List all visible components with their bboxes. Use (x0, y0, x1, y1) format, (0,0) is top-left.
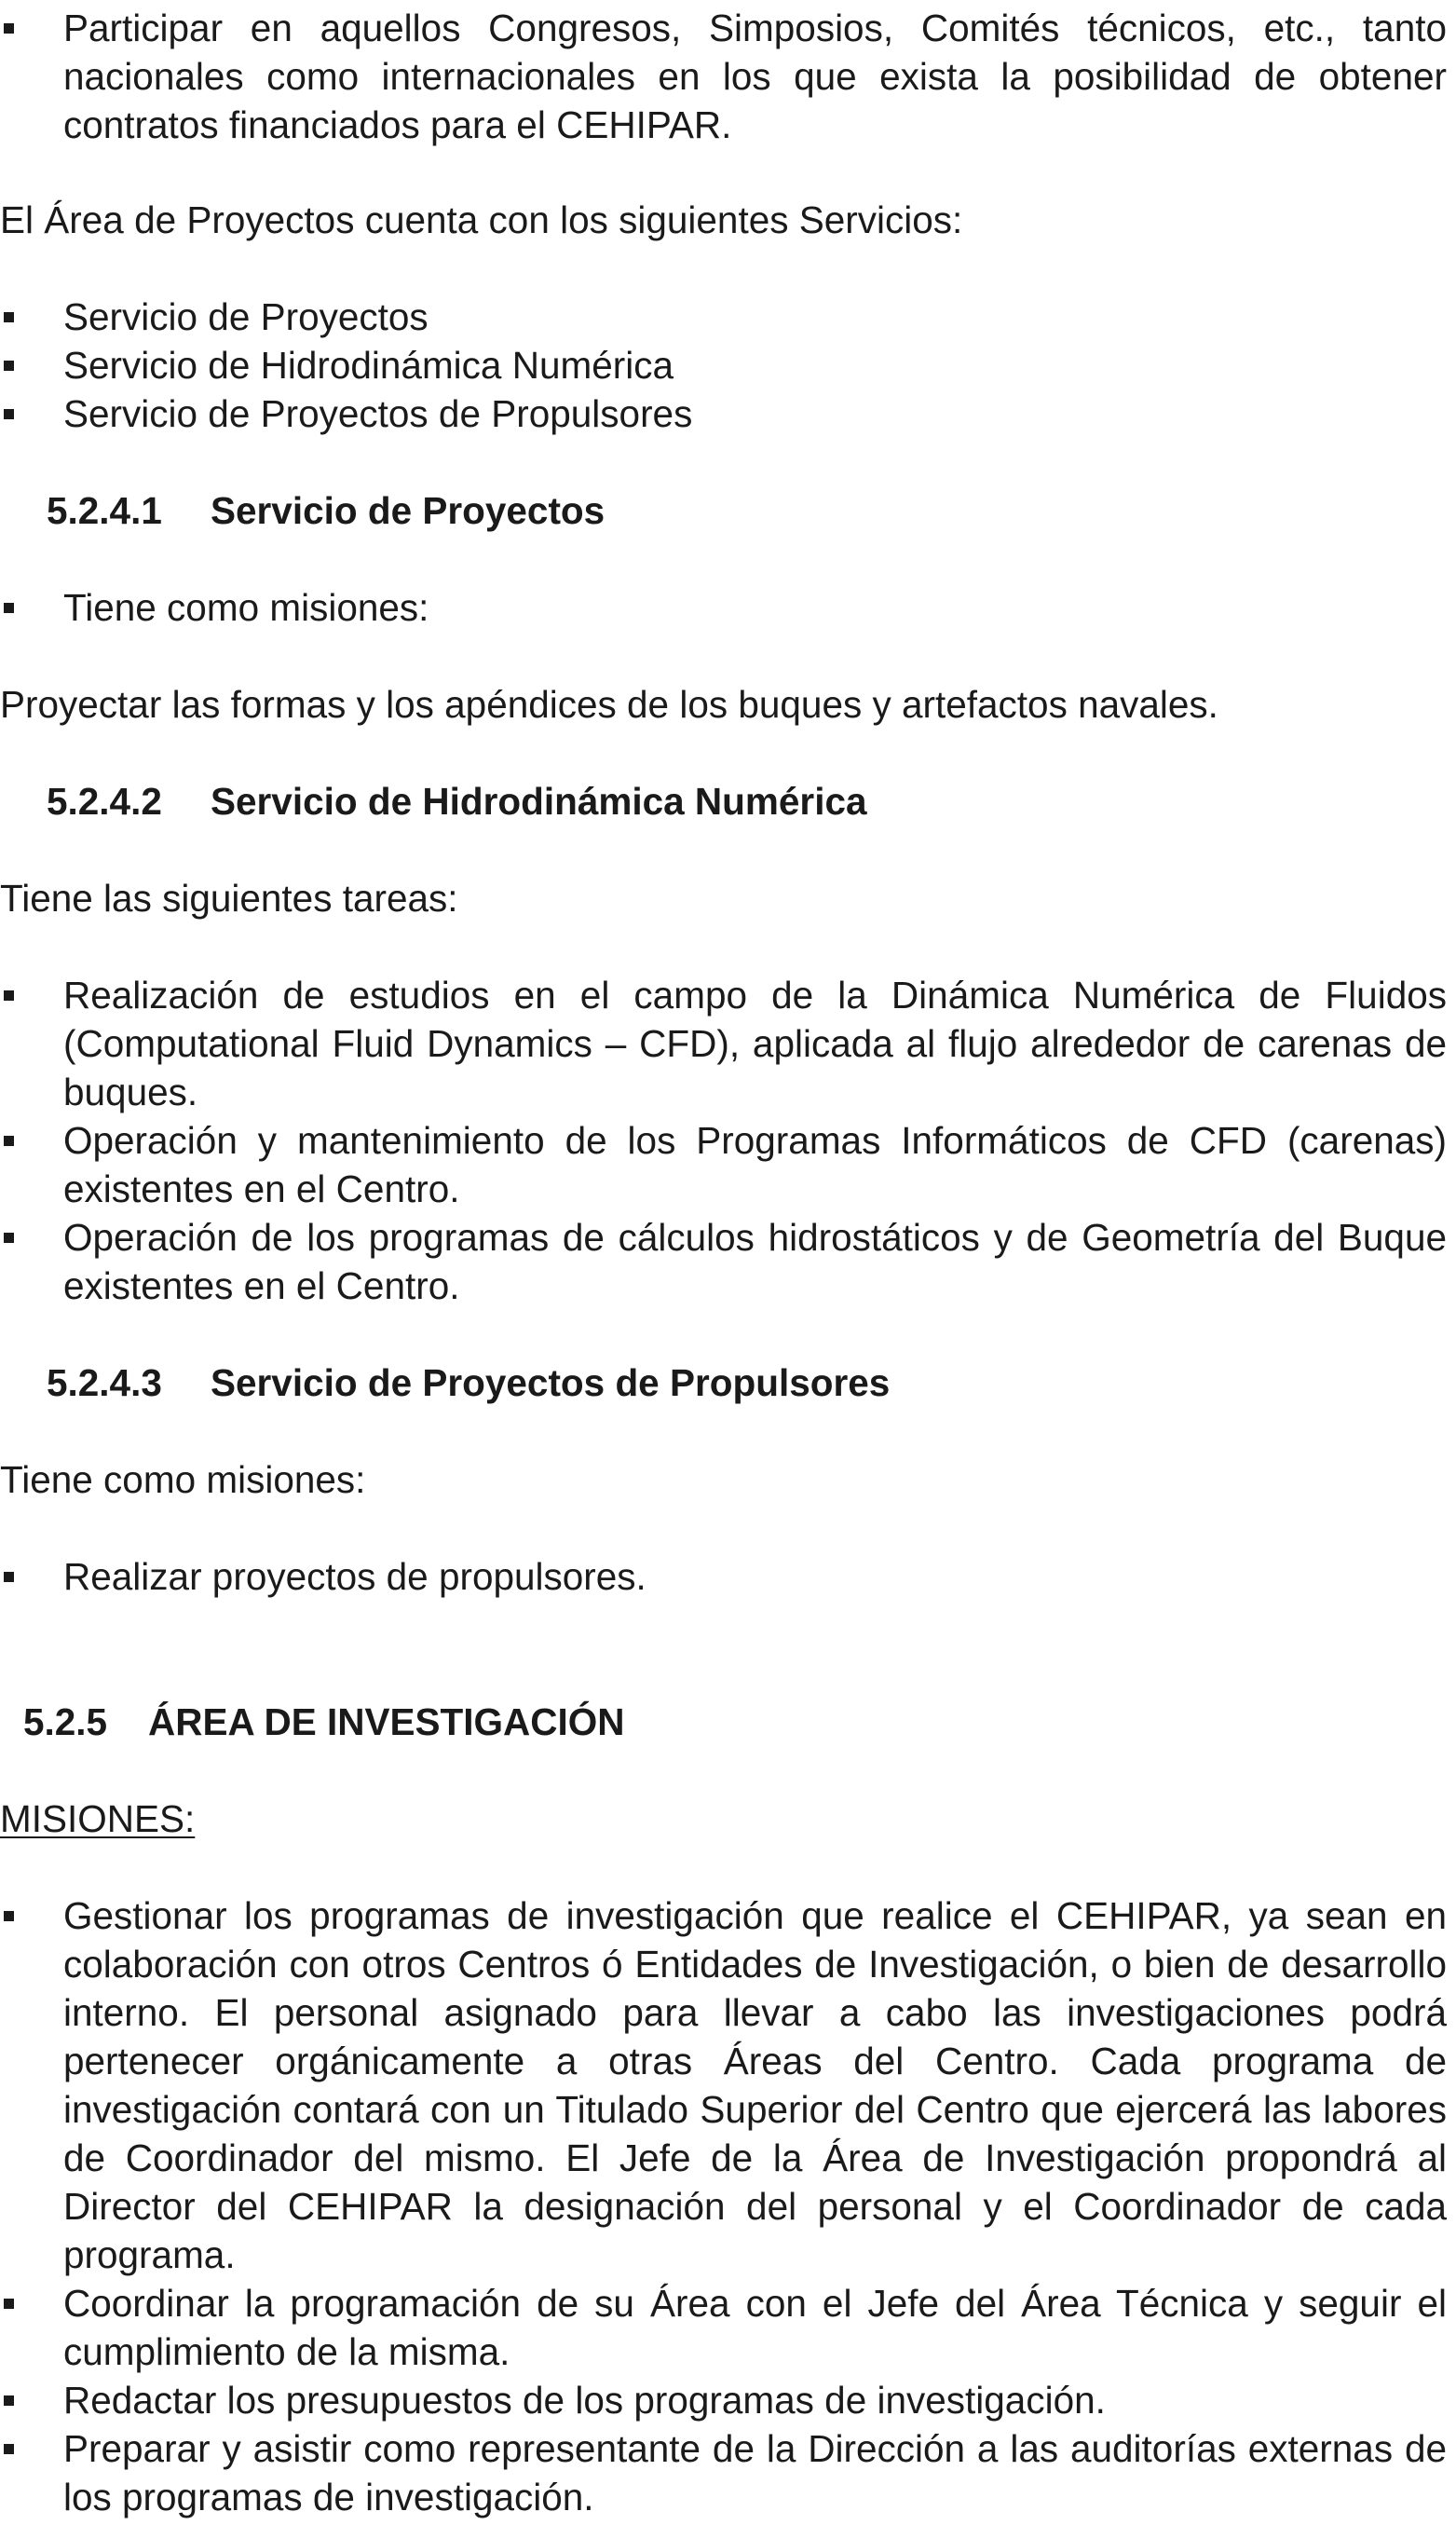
intro-list (0, 4, 1456, 149)
list-item-text: Coordinar la programación de su Área con el Jefe del Área Técnica y seguir el cumplimiento de la misma. (63, 2282, 1447, 2373)
list-item-text: Tiene como misiones: (63, 586, 429, 629)
s5242-intro: Tiene las siguientes tareas: (0, 877, 458, 920)
list-item-text: Operación de los programas de cálculos hidrostáticos y de Geometría del Buque existentes en el Centro. (63, 1216, 1447, 1307)
services-intro-block (0, 196, 1456, 244)
square-bullet-icon (4, 1911, 14, 1921)
s525-list-block (0, 1891, 1456, 2521)
list-item-text: Redactar los presupuestos de los programas de investigación. (63, 2379, 1106, 2422)
list-item (0, 1891, 1447, 2279)
s5242-list-block (0, 971, 1456, 1310)
s525-label-block (0, 1795, 1456, 1843)
s5242-list (0, 971, 1456, 1310)
square-bullet-icon (4, 361, 14, 371)
section-title: Servicio de Proyectos de Propulsores (211, 1361, 891, 1404)
section-title: ÁREA DE INVESTIGACIÓN (148, 1700, 625, 1743)
section-heading-5242 (0, 777, 1456, 826)
list-item-text: Gestionar los programas de investigación que realice el CEHIPAR, ya sean en colaboración con otros Centros ó Entidades de Investigación, o bien de desarrollo interno. El personal asignado para llevar a cabo las investigaciones podrá pertenecer orgánicamente a otras Áreas del Centro. Cada programa de investigación contará con un Titulado Superior del Centro que ejercerá las labores de Coordinador del mismo. El Jefe de la Área de Investigación propondrá al Director del CEHIPAR la designación del personal y el Coordinador de cada programa. (63, 1894, 1447, 2276)
section-number: 5.2.5 (23, 1700, 108, 1743)
section-number: 5.2.4.3 (47, 1361, 162, 1404)
list-item-text: Servicio de Proyectos (63, 295, 429, 338)
s5241-text: Proyectar las formas y los apéndices de los buques y artefactos navales. (0, 683, 1218, 726)
square-bullet-icon (4, 1572, 14, 1582)
s5242-intro-block (0, 874, 1456, 922)
square-bullet-icon (4, 2444, 14, 2454)
square-bullet-icon (4, 2395, 14, 2406)
section-number: 5.2.4.2 (47, 780, 162, 823)
list-item (0, 1116, 1447, 1213)
list-item-text: Servicio de Hidrodinámica Numérica (63, 344, 674, 387)
square-bullet-icon (4, 1136, 14, 1146)
list-item (0, 293, 1456, 341)
square-bullet-icon (4, 2299, 14, 2309)
list-item (0, 2279, 1447, 2376)
list-item-text: Realizar proyectos de propulsores. (63, 1555, 646, 1598)
square-bullet-icon (4, 23, 14, 34)
s5243-intro-block (0, 1455, 1456, 1504)
list-item (0, 1552, 1456, 1601)
square-bullet-icon (4, 990, 14, 1001)
list-item (0, 1213, 1447, 1310)
section-heading-5243 (0, 1358, 1456, 1407)
list-item-text: Realización de estudios en el campo de la Dinámica Numérica de Fluidos (Computational Fluid Dynamics – CFD), aplicada al flujo alrededor de carenas de buques. (63, 974, 1447, 1113)
list-item (0, 583, 1456, 632)
square-bullet-icon (4, 1233, 14, 1243)
list-item-text: Preparar y asistir como representante de la Dirección a las auditorías externas de los programas de investigación. (63, 2427, 1447, 2518)
s525-list (0, 1891, 1456, 2521)
list-item (0, 389, 1456, 438)
list-item (0, 2424, 1447, 2521)
list-item-text: Participar en aquellos Congresos, Simposios, Comités técnicos, etc., tanto nacionales como internacionales en los que exista la posibilidad de obtener contratos financiados para el CEHIPAR. (63, 7, 1447, 146)
section-number: 5.2.4.1 (47, 489, 162, 532)
section-heading-525 (0, 1698, 1456, 1746)
misiones-label: MISIONES: (0, 1797, 196, 1840)
list-item (0, 2376, 1447, 2424)
services-intro: El Área de Proyectos cuenta con los siguientes Servicios: (0, 198, 963, 241)
list-item-text: Servicio de Proyectos de Propulsores (63, 392, 693, 435)
intro-list-block (0, 4, 1456, 149)
list-item (0, 971, 1447, 1116)
square-bullet-icon (4, 312, 14, 322)
s5243-list-block (0, 1552, 1456, 1601)
square-bullet-icon (4, 603, 14, 613)
s5241-text-block (0, 680, 1456, 729)
services-list-block (0, 293, 1456, 438)
list-item (0, 341, 1456, 389)
s5243-list (0, 1552, 1456, 1601)
section-heading-5241 (0, 486, 1456, 535)
section-title: Servicio de Hidrodinámica Numérica (211, 780, 867, 823)
s5241-bullet-block (0, 583, 1456, 632)
services-list (0, 293, 1456, 438)
square-bullet-icon (4, 409, 14, 419)
s5243-intro: Tiene como misiones: (0, 1458, 366, 1501)
s5241-list (0, 583, 1456, 632)
section-title: Servicio de Proyectos (211, 489, 606, 532)
list-item-text: Operación y mantenimiento de los Programas Informáticos de CFD (carenas) existentes en el Centro. (63, 1119, 1447, 1210)
list-item (0, 4, 1447, 149)
